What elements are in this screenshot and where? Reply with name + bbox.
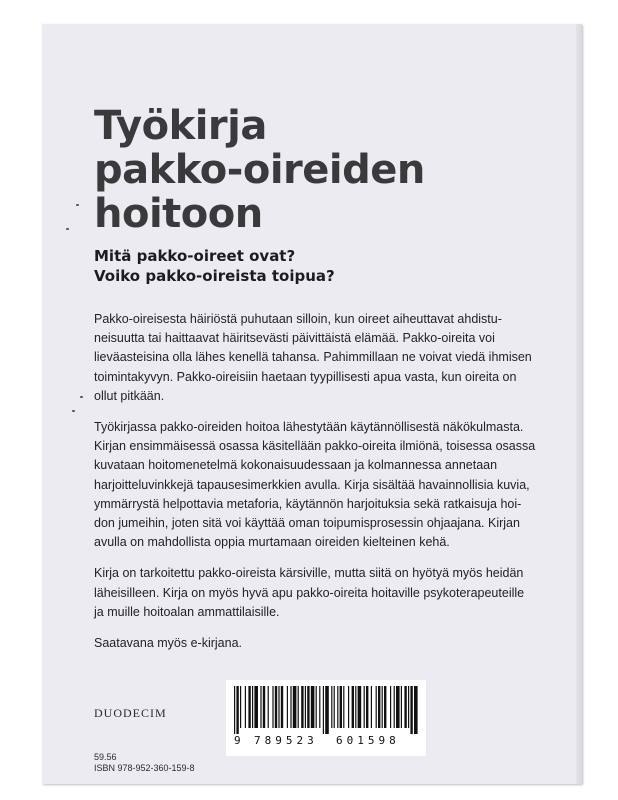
print-speck [66,228,69,230]
print-speck [72,410,75,412]
blurb-line: läheisilleen. Kirja on myös hyvä apu pakko-oireita hoitaville psykoterapeuteille [94,585,525,600]
blurb-paragraph [94,564,564,622]
blurb-line: ollut pitkään. [94,388,165,403]
question-line: Mitä pakko-oireet ovat? [94,247,296,265]
blurb-line: toimintakyvyn. Pakko-oireisiin haetaan tyypillisesti apua vasta, kun oireita on [94,369,517,384]
blurb-line: Kirja on tarkoitettu pakko-oireista kärsiville, mutta siitä on hyötyä myös heidän [94,566,524,581]
barcode-digit-group: 789523 [254,734,318,747]
isbn-barcode [226,680,426,756]
print-speck [80,396,83,398]
blurb-paragraph [94,418,564,552]
ebook-note [94,634,564,653]
book-title [94,104,425,236]
blurb-line: Työkirjassa pakko-oireiden hoitoa lähestytään käytännöllisestä näkökulmasta. [94,420,524,435]
print-speck [76,204,79,206]
title-line: Työkirja [94,103,267,149]
blurb-line: ymmärrystä helpottavia metaforia, käytännön harjoituksia sekä ratkaisuja hoi- [94,496,522,511]
barcode-digit-group: 601598 [336,734,400,747]
barcode-bars [232,686,420,734]
title-line: hoitoon [94,191,263,237]
book-back-cover [42,24,582,784]
blurb [94,310,564,665]
question-line: Voiko pakko-oireista toipua? [94,267,335,285]
blurb-line: Pakko-oireisesta häiriöstä puhutaan silloin, kun oireet aiheuttavat ahdistu- [94,312,502,326]
blurb-line: Saatavana myös e-kirjana. [94,636,242,651]
blurb-line: lieväasteisina olla lähes kenellä tahansa. Pahimmillaan ne voivat viedä ihmisen [94,350,532,365]
blurb-line: ja muille hoitoalan ammattilaisille. [94,604,280,619]
blurb-line: kuvataan hoitomenetelmä kokonaisuudessaan ja kolmannessa annetaan [94,458,498,473]
blurb-line: neisuutta tai haittaavat häiritsevästi päivittäistä elämää. Pakko-oireita voi [94,331,495,346]
blurb-line: Kirjan ensimmäisessä osassa käsitellään pakko-oireita ilmiönä, toisessa osassa [94,439,536,454]
blurb-line: harjoitteluvinkkejä tapausesimerkkien avulla. Kirja sisältää havainnollisia kuvia, [94,477,530,492]
book-metadata [94,752,195,774]
publisher-name: DUODECIM [94,706,167,720]
isbn-text: ISBN 978-952-360-159-8 [94,763,195,773]
class-number: 59.56 [94,752,117,762]
barcode-digit-group: 9 [234,734,241,747]
blurb-paragraph [94,310,564,406]
blurb-line: don jumeihin, joten sitä voi käyttää oman toipumisprosessin ohjaajana. Kirjan [94,516,520,531]
title-line: pakko-oireiden [94,147,425,193]
blurb-line: avulla on mahdollista oppia murtamaan oireiden kielteinen kehä. [94,535,450,550]
cover-edge [576,24,582,784]
lead-questions [94,246,335,286]
